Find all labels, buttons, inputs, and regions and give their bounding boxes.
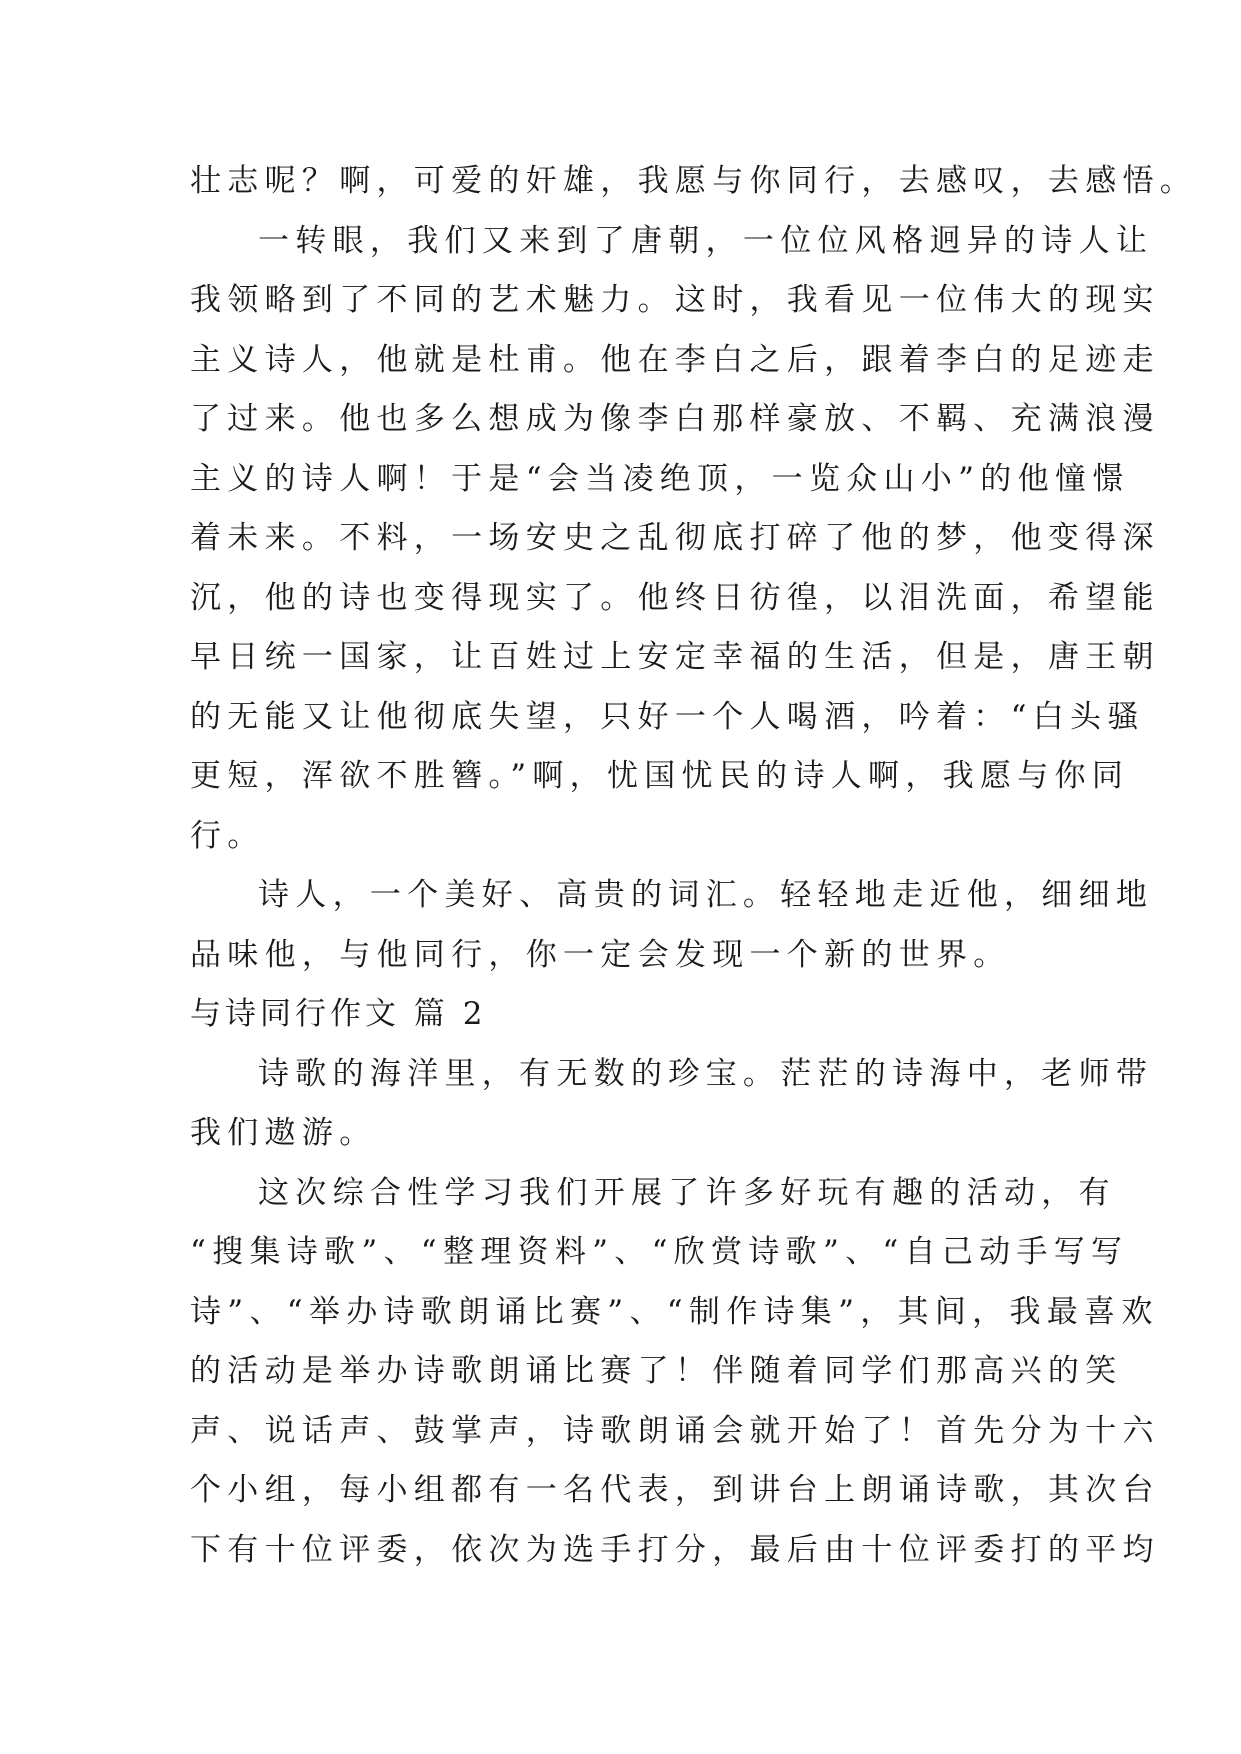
text-line: 了过来。他也多么想成为像李白那样豪放、不羁、充满浪漫 <box>190 401 1160 437</box>
text-line: “搜集诗歌”、“整理资料”、“欣赏诗歌”、“自己动手写写 <box>190 1234 1129 1270</box>
text-line: 诗歌的海洋里，有无数的珍宝。茫茫的诗海中，老师带 <box>258 1055 1154 1092</box>
section-heading: 与诗同行作文 篇 2 <box>190 996 487 1032</box>
text-line: 我领略到了不同的艺术魅力。这时，我看见一位伟大的现实 <box>190 282 1160 318</box>
text-line: 主义诗人，他就是杜甫。他在李白之后，跟着李白的足迹走 <box>190 341 1160 378</box>
document-page <box>190 152 1198 1580</box>
text-line: 行。 <box>190 817 265 854</box>
text-line: 主义的诗人啊！于是“会当凌绝顶，一览众山小”的他憧憬 <box>190 460 1130 497</box>
text-line: 这次综合性学习我们开展了许多好玩有趣的活动，有 <box>258 1174 1116 1211</box>
text-line: 诗人，一个美好、高贵的词汇。轻轻地走近他，细细地 <box>258 877 1154 913</box>
text-line: 声、说话声、鼓掌声，诗歌朗诵会就开始了！首先分为十六 <box>190 1412 1160 1449</box>
text-line: 早日统一国家，让百姓过上安定幸福的生活，但是，唐王朝 <box>190 639 1160 675</box>
text-line: 壮志呢？啊，可爱的奸雄，我愿与你同行，去感叹，去感悟。 <box>190 163 1198 199</box>
text-line: 着未来。不料，一场安史之乱彻底打碎了他的梦，他变得深 <box>190 520 1160 556</box>
text-line: 一转眼，我们又来到了唐朝，一位位风格迥异的诗人让 <box>258 222 1154 259</box>
text-line: 更短，浑欲不胜簪。”啊，忧国忧民的诗人啊，我愿与你同 <box>190 758 1130 794</box>
text-line: 的活动是举办诗歌朗诵比赛了！伴随着同学们那高兴的笑 <box>190 1353 1123 1389</box>
text-line: 诗”、“举办诗歌朗诵比赛”、“制作诗集”，其间，我最喜欢 <box>190 1293 1159 1330</box>
text-line: 下有十位评委，依次为选手打分，最后由十位评委打的平均 <box>190 1531 1160 1568</box>
text-line: 沉，他的诗也变得现实了。他终日彷徨，以泪洗面，希望能 <box>190 579 1160 616</box>
text-line: 的无能又让他彻底失望，只好一个人喝酒，吟着：“白头骚 <box>190 698 1145 735</box>
text-line: 我们遨游。 <box>190 1115 377 1151</box>
text-line: 品味他，与他同行，你一定会发现一个新的世界。 <box>190 936 1011 973</box>
text-line: 个小组，每小组都有一名代表，到讲台上朗诵诗歌，其次台 <box>190 1472 1160 1508</box>
